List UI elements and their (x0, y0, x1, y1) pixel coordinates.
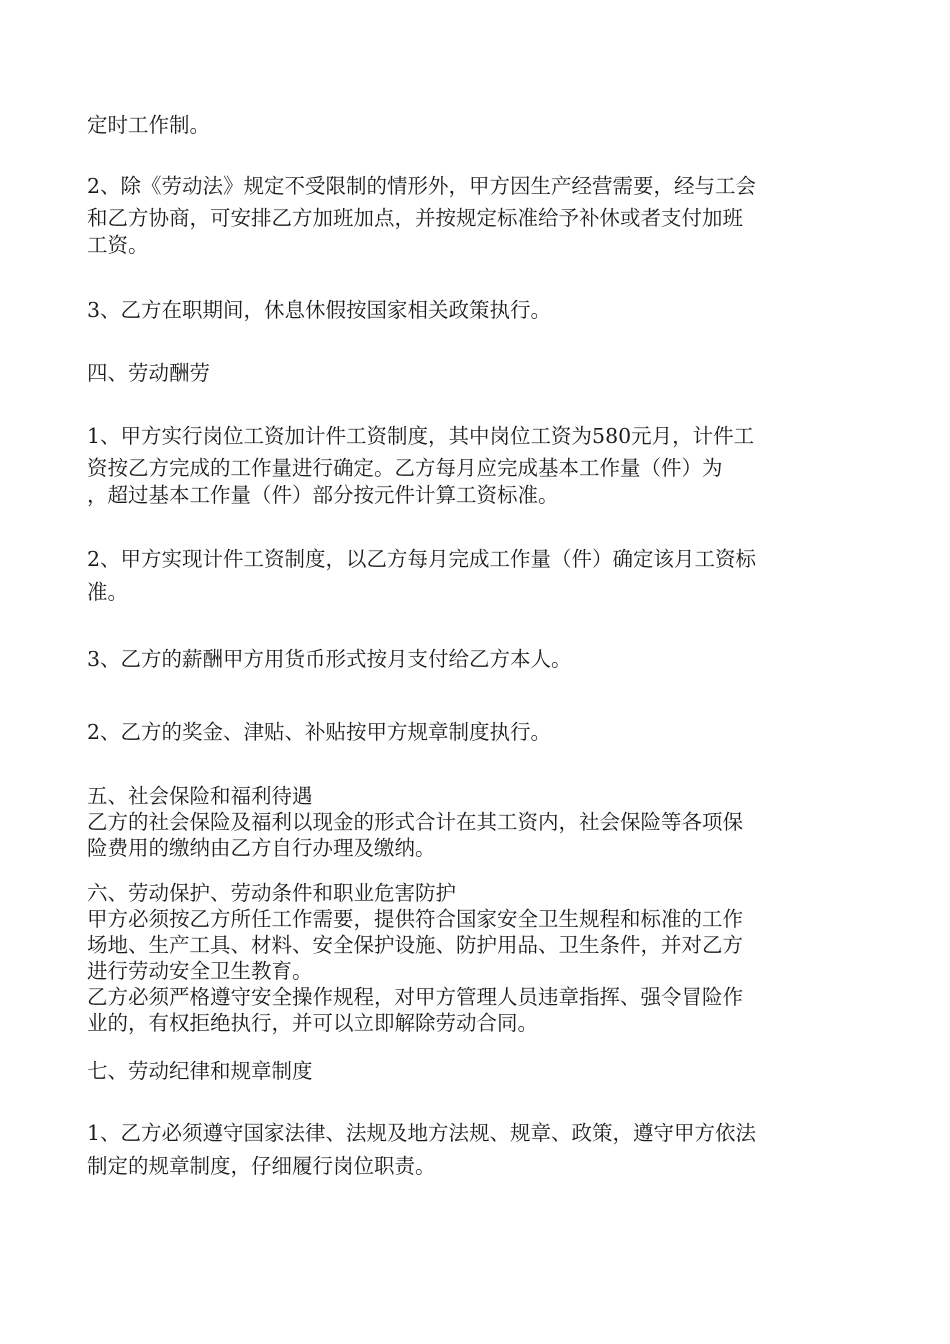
text-line: 2、乙方的奖金、津贴、补贴按甲方规章制度执行。 (87, 720, 552, 744)
section-labor-protection (87, 880, 867, 1036)
paragraph-wage-system (87, 420, 867, 507)
paragraph-piece-rate (87, 543, 867, 609)
text-line: 乙方的社会保险及福利以现金的形式合计在其工资内，社会保险等各项保 (87, 810, 743, 834)
paragraph-compliance (87, 1117, 867, 1183)
text-line: 进行劳动安全卫生教育。 (87, 959, 313, 983)
text-line: 七、劳动纪律和规章制度 (87, 1059, 313, 1083)
section-social-insurance (87, 783, 867, 861)
text-line: 险费用的缴纳由乙方自行办理及缴纳。 (87, 836, 436, 860)
section-heading-remuneration (87, 357, 867, 390)
text-line: 准。 (87, 580, 128, 604)
text-line: 工资。 (87, 233, 149, 257)
paragraph-bonus (87, 716, 867, 749)
text-line: 2、除《劳动法》规定不受限制的情形外，甲方因生产经营需要，经与工会 (87, 174, 757, 198)
text-line: 四、劳动酬劳 (87, 361, 210, 385)
section-heading-discipline (87, 1055, 867, 1088)
text-line: 业的，有权拒绝执行，并可以立即解除劳动合同。 (87, 1011, 538, 1035)
text-line: 定时工作制。 (87, 113, 210, 137)
text-line: 和乙方协商，可安排乙方加班加点，并按规定标准给予补休或者支付加班 (87, 206, 743, 230)
section-heading: 五、社会保险和福利待遇 (87, 784, 313, 808)
text-line: 甲方必须按乙方所任工作需要，提供符合国家安全卫生规程和标准的工作 (87, 907, 743, 931)
text-line: 3、乙方的薪酬甲方用货币形式按月支付给乙方本人。 (87, 647, 572, 671)
text-line: 2、甲方实现计件工资制度，以乙方每月完成工作量（件）确定该月工资标 (87, 547, 757, 571)
section-heading: 六、劳动保护、劳动条件和职业危害防护 (87, 881, 456, 905)
text-line: 乙方必须严格遵守安全操作规程，对甲方管理人员违章指挥、强令冒险作 (87, 985, 743, 1009)
paragraph-overtime (87, 170, 867, 257)
text-line: 1、甲方实行岗位工资加计件工资制度，其中岗位工资为580元月，计件工 (87, 424, 755, 448)
text-line: 制定的规章制度，仔细履行岗位职责。 (87, 1154, 436, 1178)
text-line: 1、乙方必须遵守国家法律、法规及地方法规、规章、政策，遵守甲方依法 (87, 1121, 757, 1145)
paragraph-payment (87, 643, 867, 676)
paragraph-rest-leave (87, 294, 867, 327)
text-line: 3、乙方在职期间，休息休假按国家相关政策执行。 (87, 298, 552, 322)
text-line: ，超过基本工作量（件）部分按元件计算工资标准。 (87, 483, 559, 507)
text-line: 资按乙方完成的工作量进行确定。乙方每月应完成基本工作量（件）为 (87, 456, 723, 480)
text-line: 场地、生产工具、材料、安全保护设施、防护用品、卫生条件，并对乙方 (87, 933, 743, 957)
paragraph-work-hours-end (87, 109, 867, 142)
